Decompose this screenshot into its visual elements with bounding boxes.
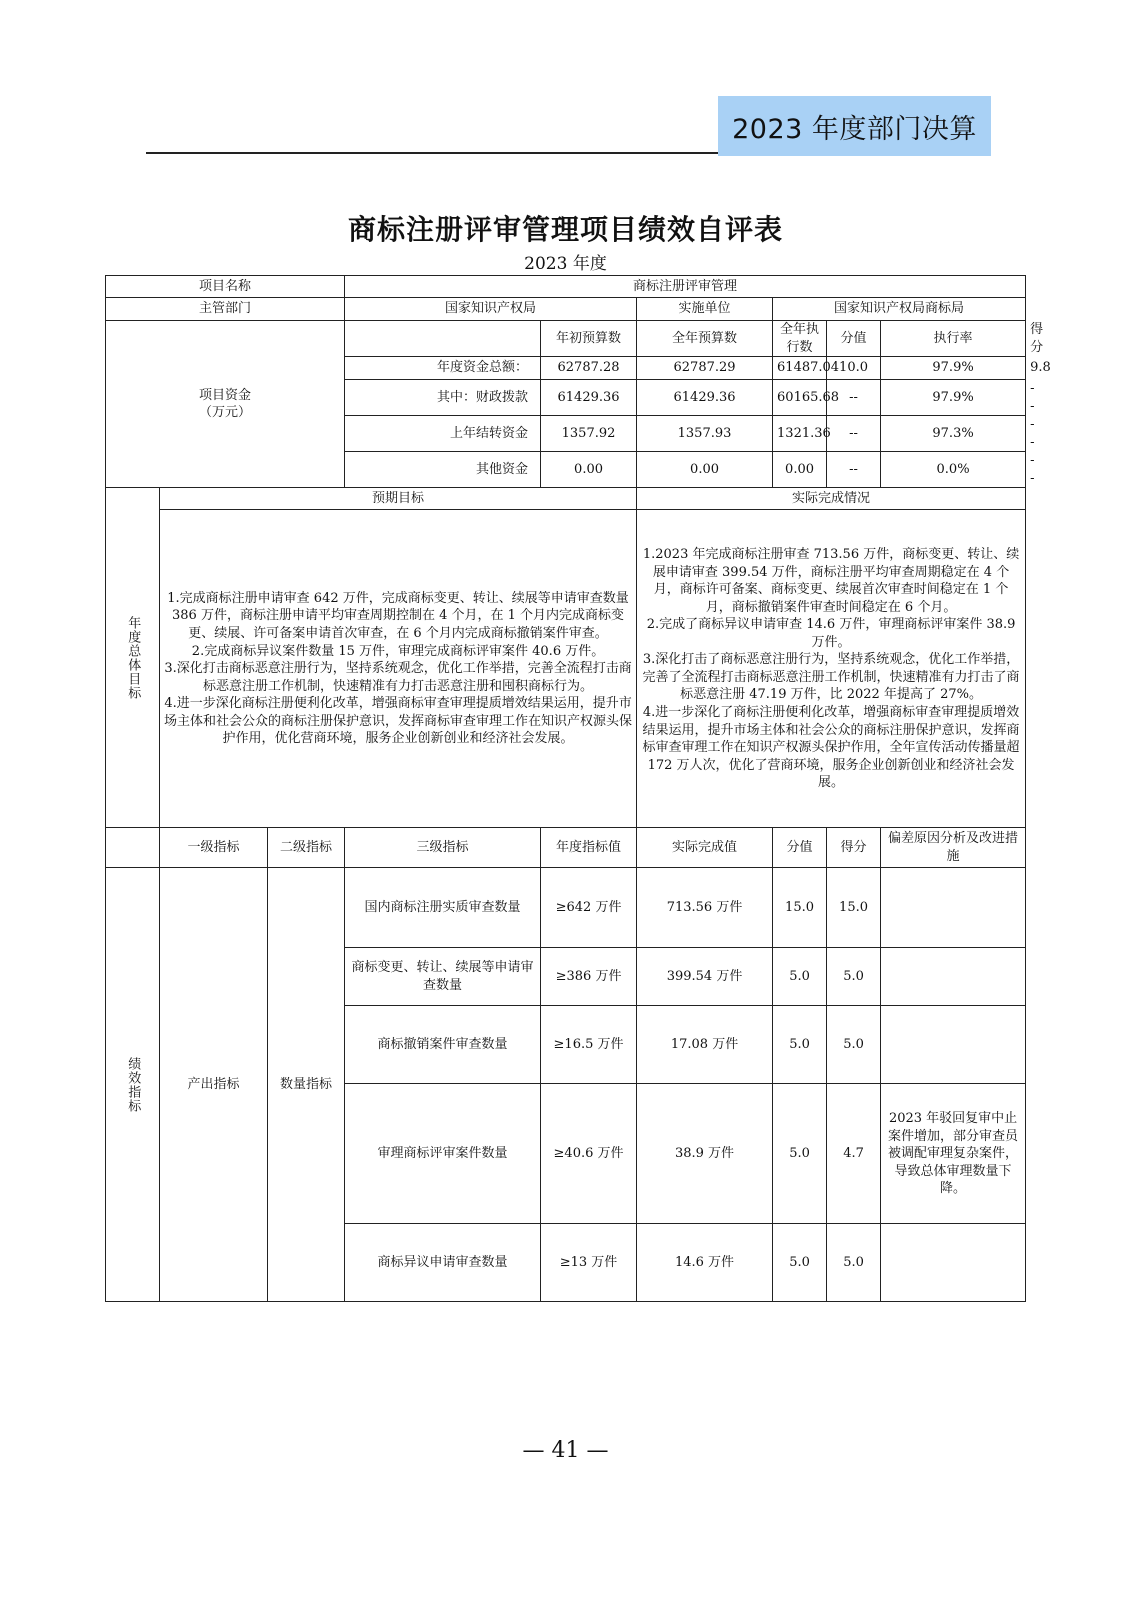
perf-level1: 产出指标: [160, 868, 268, 1302]
perf-level2: 数量指标: [268, 868, 345, 1302]
funds-row-name: 其他资金: [345, 452, 541, 488]
project-name-value: 商标注册评审管理: [345, 276, 1026, 298]
funds-cell: 0.00: [773, 452, 827, 488]
perf-reason: [881, 948, 1026, 1006]
actual-result-text: 1.2023 年完成商标注册审查 713.56 万件，商标变更、转让、续展申请审查 399.54 万件，商标注册平均审查周期稳定在 4 个月，商标许可备案、商标变更、续展首次审查时间稳定在 1 个月，商标撤销案件审查时间稳定在 6 个月。 2.完成了商标异议申请审查 14.6 万件，审理商标评审案件 38.9 万件。 3.深化打击了商标恶意注册行为，坚持系统观念，优化工作举措，完善了全流程打击商标恶意注册工作机制，快速精准有力打击了商标恶意注册 47.19 万件，比 2022 年提高了 27%。 4.进一步深化了商标注册便利化改革，增强商标审查审理提质增效结果运用，提升市场主体和社会公众的商标注册保护意识，发挥商标审查审理工作在知识产权源头保护作用，全年宣传活动传播量超 172 万人次，优化了营商环境，服务企业创新创业和经济社会发展。: [637, 510, 1026, 828]
funds-header-0: 年初预算数: [541, 321, 637, 357]
perf-header-blank: [106, 828, 160, 868]
funds-header-2: 全年执行数: [773, 321, 827, 357]
document-year: 2023 年度: [524, 254, 607, 274]
perf-indicator-name: 商标变更、转让、续展等申请审查数量: [345, 948, 541, 1006]
expected-goal-text: 1.完成商标注册申请审查 642 万件，完成商标变更、转让、续展等申请审查数量 386 万件，商标注册申请平均审查周期控制在 4 个月，在 1 个月内完成商标变更、续展、许可备案申请首次审查，在 6 个月内完成商标撤销案件审查。 2.完成商标异议案件数量 15 万件，审理完成商标评审案件 40.6 万件。 3.深化打击商标恶意注册行为，坚持系统观念，优化工作举措，完善全流程打击商标恶意注册工作机制，快速精准有力打击恶意注册和囤积商标行为。 4.进一步深化商标注册便利化改革，增强商标审查审理提质增效结果运用，提升市场主体和社会公众的商标注册保护意识，发挥商标审查审理工作在知识产权源头保护作用，优化营商环境，服务企业创新创业和经济社会发展。: [160, 510, 637, 828]
perf-indicator-name: 商标撤销案件审查数量: [345, 1006, 541, 1084]
perf-row: [106, 868, 1026, 948]
funds-row-name: 其中：财政拨款: [345, 380, 541, 416]
actual-result-header: 实际完成情况: [637, 488, 1026, 510]
perf-target: ≥40.6 万件: [541, 1084, 637, 1224]
row-goals-content: [106, 510, 1026, 828]
perf-reason: 2023 年驳回复审中止案件增加，部分审查员被调配审理复杂案件，导致总体审理数量下降。: [881, 1084, 1026, 1224]
funds-row-name: 年度资金总额：: [345, 357, 541, 380]
self-evaluation-table: [105, 275, 1051, 1302]
row-project-name: [106, 276, 1026, 298]
funds-cell: 97.3%: [881, 416, 1026, 452]
funds-cell: 0.0%: [881, 452, 1026, 488]
funds-cell: 1357.93: [637, 416, 773, 452]
impl-value: 国家知识产权局商标局: [773, 298, 1026, 321]
expected-goal-header: 预期目标: [160, 488, 637, 510]
header-rule: [146, 152, 718, 154]
perf-indicator-name: 商标异议申请审查数量: [345, 1224, 541, 1302]
funds-cell: 62787.29: [637, 357, 773, 380]
perf-header-score: 得分: [827, 828, 881, 868]
row-goals-header: [106, 488, 1026, 510]
funds-cell: 97.9%: [881, 357, 1026, 380]
funds-cell: 0.00: [637, 452, 773, 488]
perf-reason: [881, 1224, 1026, 1302]
perf-header-level1: 一级指标: [160, 828, 268, 868]
funds-row: 年度资金总额： 62787.28 62787.29 61487.04 10.0 97.9% 9.8: [106, 357, 1026, 380]
funds-cell: 1357.92: [541, 416, 637, 452]
funds-header-blank: [345, 321, 541, 357]
perf-actual: 14.6 万件: [637, 1224, 773, 1302]
funds-row-name: 上年结转资金: [345, 416, 541, 452]
row-funds-header: 项目资金 （万元） 年初预算数 全年预算数 全年执行数 分值 执行率 得分: [106, 321, 1026, 357]
row-department: [106, 298, 1026, 321]
perf-score-full: 15.0: [773, 868, 827, 948]
perf-header-actual: 实际完成值: [637, 828, 773, 868]
perf-target: ≥386 万件: [541, 948, 637, 1006]
perf-score-full: 5.0: [773, 1224, 827, 1302]
perf-header-level3: 三级指标: [345, 828, 541, 868]
perf-actual: 17.08 万件: [637, 1006, 773, 1084]
perf-target: ≥16.5 万件: [541, 1006, 637, 1084]
perf-header-score-full: 分值: [773, 828, 827, 868]
perf-indicator-name: 国内商标注册实质审查数量: [345, 868, 541, 948]
funds-cell: 1321.36: [773, 416, 827, 452]
funds-row: 其他资金 0.00 0.00 0.00 -- 0.0% --: [106, 452, 1026, 488]
perf-target: ≥642 万件: [541, 868, 637, 948]
perf-actual: 713.56 万件: [637, 868, 773, 948]
funds-cell: 60165.68: [773, 380, 827, 416]
impl-label: 实施单位: [637, 298, 773, 321]
perf-reason: [881, 868, 1026, 948]
perf-target: ≥13 万件: [541, 1224, 637, 1302]
funds-label: 项目资金 （万元）: [106, 321, 345, 488]
perf-score: 5.0: [827, 1006, 881, 1084]
perf-score: 15.0: [827, 868, 881, 948]
dept-label: 主管部门: [106, 298, 345, 321]
funds-cell: --: [827, 416, 881, 452]
dept-value: 国家知识产权局: [345, 298, 637, 321]
funds-cell: 61487.04: [773, 357, 827, 380]
funds-row: 上年结转资金 1357.92 1357.93 1321.36 -- 97.3% --: [106, 416, 1026, 452]
perf-score: 4.7: [827, 1084, 881, 1224]
perf-header-target: 年度指标值: [541, 828, 637, 868]
perf-header-reason: 偏差原因分析及改进措施: [881, 828, 1026, 868]
goals-label: 年度总体目标: [106, 488, 160, 828]
funds-header-4: 执行率: [881, 321, 1026, 357]
row-perf-header: [106, 828, 1026, 868]
funds-cell: 0.00: [541, 452, 637, 488]
funds-cell: 61429.36: [637, 380, 773, 416]
funds-cell: 97.9%: [881, 380, 1026, 416]
funds-header-1: 全年预算数: [637, 321, 773, 357]
funds-cell: --: [827, 452, 881, 488]
perf-score-full: 5.0: [773, 1084, 827, 1224]
funds-header-3: 分值: [827, 321, 881, 357]
document-title: 商标注册评审管理项目绩效自评表: [347, 213, 783, 246]
perf-score-full: 5.0: [773, 1006, 827, 1084]
page-number: — 41 —: [522, 1438, 609, 1463]
funds-row: 其中：财政拨款 61429.36 61429.36 60165.68 -- 97.9% --: [106, 380, 1026, 416]
perf-indicator-name: 审理商标评审案件数量: [345, 1084, 541, 1224]
perf-actual: 38.9 万件: [637, 1084, 773, 1224]
header-badge: 2023 年度部门决算: [718, 96, 991, 156]
perf-score: 5.0: [827, 1224, 881, 1302]
funds-cell: 61429.36: [541, 380, 637, 416]
perf-score: 5.0: [827, 948, 881, 1006]
funds-cell: --: [827, 380, 881, 416]
funds-cell: 10.0: [827, 357, 881, 380]
perf-reason: [881, 1006, 1026, 1084]
perf-header-level2: 二级指标: [268, 828, 345, 868]
perf-section-label: 绩效指标: [106, 868, 160, 1302]
funds-cell: 62787.28: [541, 357, 637, 380]
perf-actual: 399.54 万件: [637, 948, 773, 1006]
perf-score-full: 5.0: [773, 948, 827, 1006]
project-name-label: 项目名称: [106, 276, 345, 298]
